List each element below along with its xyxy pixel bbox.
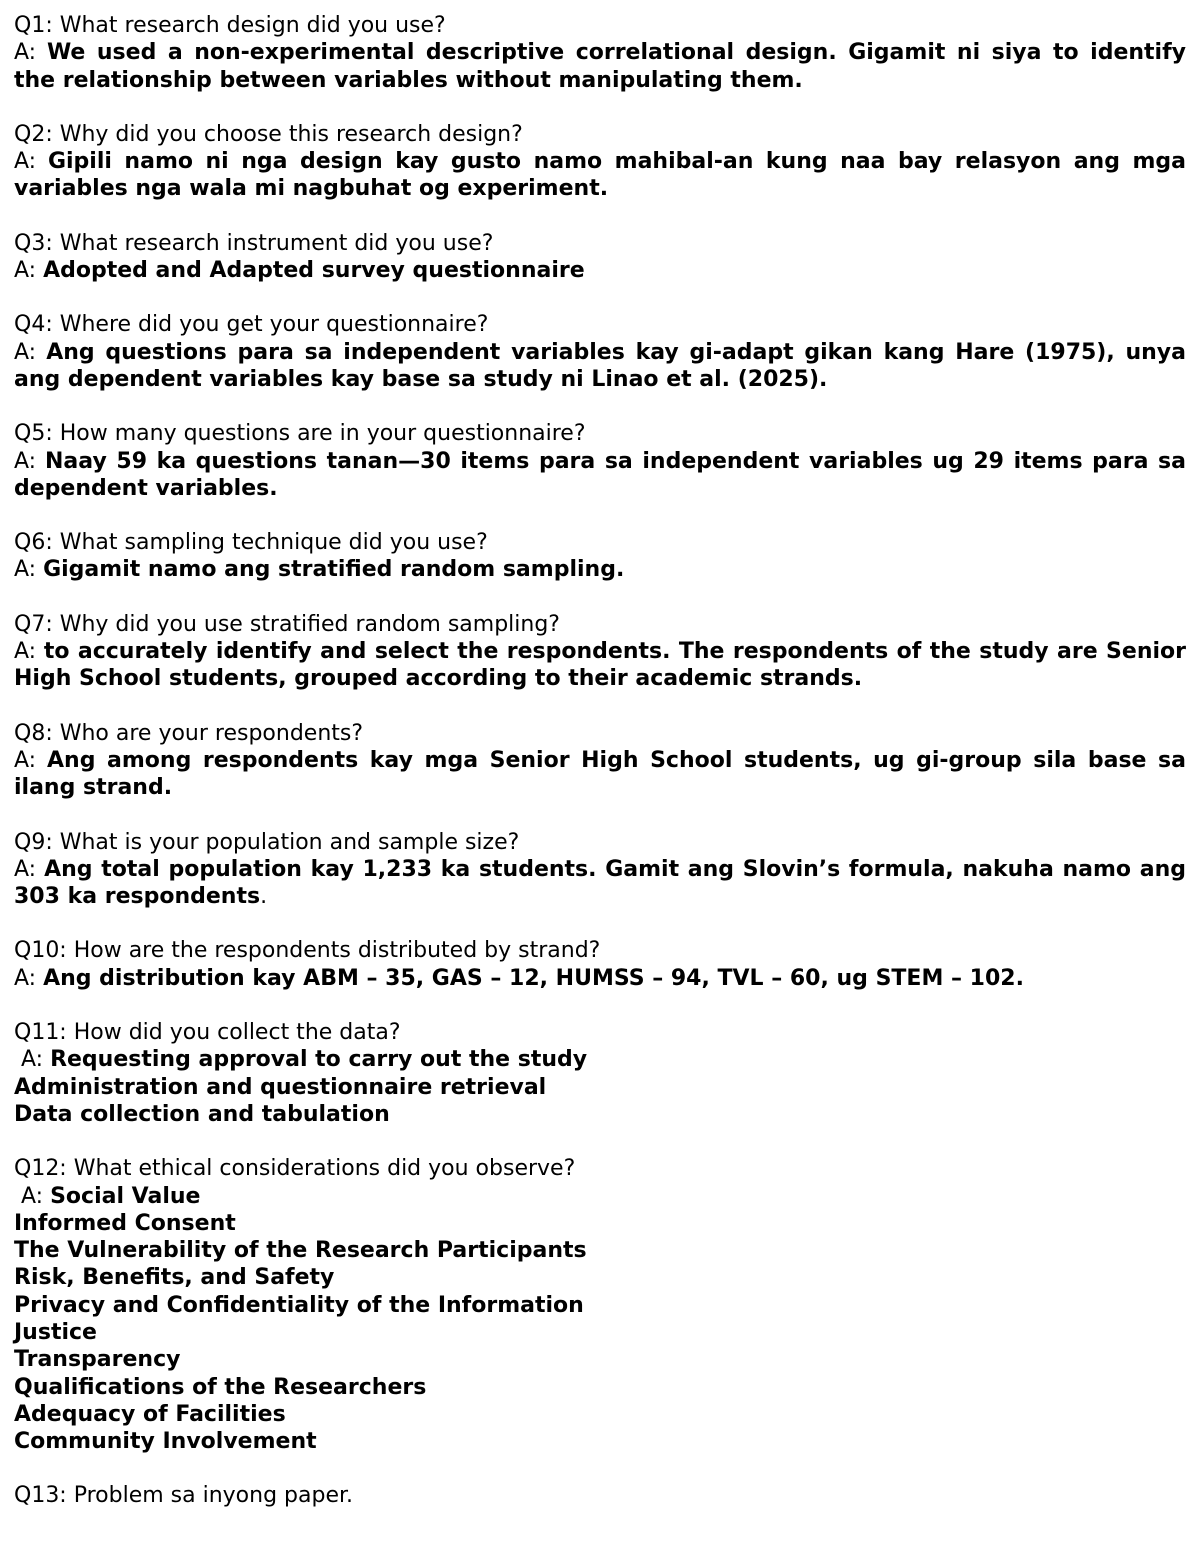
answer-block [14, 448, 1186, 503]
qa-item-7 [14, 611, 1186, 693]
answer-label: A: [14, 1047, 51, 1073]
answer-block [14, 39, 1186, 94]
qa-item-6 [14, 529, 1186, 584]
answer-text: Ang distribution kay ABM – 35, GAS – 12, HUMSS – 94, TVL – 60, ug STEM – 102. [43, 965, 1024, 991]
answer-list-line: Data collection and tabulation [14, 1101, 390, 1127]
answer-block [14, 257, 1186, 284]
answer-text: Adopted and Adapted survey questionnaire [43, 258, 585, 284]
question-text: Q6: What sampling technique did you use? [14, 530, 488, 556]
qa-item-5 [14, 420, 1186, 502]
qa-item-13 [14, 1482, 1186, 1509]
answer-text: We used a non-experimental descriptive correlational design. Gigamit ni siya to identify the relationship between variables without manipulating them. [14, 40, 1187, 93]
answer-block [14, 1183, 1186, 1210]
answer-text: Ang questions para sa independent variables kay gi-adapt gikan kang Hare (1975), unya ang dependent variables kay base sa study ni Linao et al. (2025). [14, 339, 1186, 392]
question-text: Q8: Who are your respondents? [14, 720, 364, 746]
answer-list-line: The Vulnerability of the Research Participants [14, 1238, 587, 1264]
answer-block [14, 556, 1186, 583]
question-text: Q4: Where did you get your questionnaire? [14, 312, 489, 338]
question-text: Q1: What research design did you use? [14, 13, 446, 38]
qa-item-8 [14, 720, 1186, 802]
question-text: Q7: Why did you use stratified random sampling? [14, 611, 560, 637]
answer-list-line: Adequacy of Facilities [14, 1401, 286, 1427]
question-text: Q13: Problem sa inyong paper. [14, 1483, 353, 1509]
answer-block [14, 148, 1186, 203]
answer-block [14, 638, 1186, 693]
answer-block [14, 747, 1186, 802]
qa-item-4 [14, 311, 1186, 393]
qa-item-10 [14, 937, 1186, 992]
answer-list-line: Informed Consent [14, 1210, 236, 1236]
answer-block [14, 339, 1186, 394]
answer-label: A: [14, 557, 44, 583]
answer-label: A: [14, 965, 44, 991]
answer-tail: . [260, 884, 268, 910]
answer-text: Ang among respondents kay mga Senior High School students, ug gi-group sila base sa ilang strand. [14, 747, 1186, 801]
answer-label: A: [14, 258, 44, 284]
question-text: Q5: How many questions are in your questionnaire? [14, 421, 586, 447]
question-text: Q10: How are the respondents distributed by strand? [14, 938, 601, 964]
answer-list-line: Privacy and Confidentiality of the Information [14, 1292, 584, 1318]
question-text: Q2: Why did you choose this research design? [14, 121, 523, 147]
answer-block [14, 856, 1186, 911]
answer-text: Gigamit namo ang stratified random sampling. [43, 557, 625, 583]
answer-label: A: [14, 448, 46, 474]
question-text: Q11: How did you collect the data? [14, 1020, 401, 1046]
qa-item-9 [14, 829, 1186, 911]
answer-list-line: Community Involvement [14, 1429, 317, 1455]
answer-label: A: [14, 747, 47, 773]
answer-label: A: [14, 40, 47, 66]
question-text: Q3: What research instrument did you use? [14, 230, 494, 256]
answer-label: A: [14, 639, 44, 665]
answer-list-line: Social Value [50, 1183, 201, 1209]
answer-block [14, 965, 1186, 992]
answer-list-line: Administration and questionnaire retrieval [14, 1074, 547, 1100]
qa-item-12 [14, 1155, 1186, 1455]
answer-list-line: Justice [14, 1319, 97, 1345]
answer-label: A: [14, 1183, 51, 1209]
answer-block [14, 1046, 1186, 1073]
qa-item-1 [14, 12, 1186, 94]
answer-list-line: Risk, Benefits, and Safety [14, 1265, 335, 1291]
answer-label: A: [14, 856, 45, 882]
answer-text: Gipili namo ni nga design kay gusto namo mahibal-an kung naa bay relasyon ang mga variables nga wala mi nagbuhat og experiment. [14, 149, 1186, 202]
qa-item-11 [14, 1019, 1186, 1128]
answer-list-line: Qualifications of the Researchers [14, 1374, 427, 1400]
question-text: Q9: What is your population and sample size? [14, 829, 520, 855]
question-text: Q12: What ethical considerations did you observe? [14, 1156, 576, 1182]
answer-text: to accurately identify and select the respondents. The respondents of the study are Senior High School students, grouped according to their academic strands. [14, 639, 1186, 692]
answer-list-line: Transparency [14, 1347, 181, 1373]
answer-text: Ang total population kay 1,233 ka students. Gamit ang Slovin’s formula, nakuha namo ang 303 ka respondents [14, 856, 1186, 910]
answer-text: Naay 59 ka questions tanan—30 items para sa independent variables ug 29 items para sa dependent variables. [14, 448, 1186, 501]
qa-item-2 [14, 121, 1186, 203]
answer-label: A: [14, 339, 47, 365]
answer-list-line: Requesting approval to carry out the study [50, 1047, 588, 1073]
qa-item-3 [14, 230, 1186, 285]
answer-label: A: [14, 149, 48, 175]
